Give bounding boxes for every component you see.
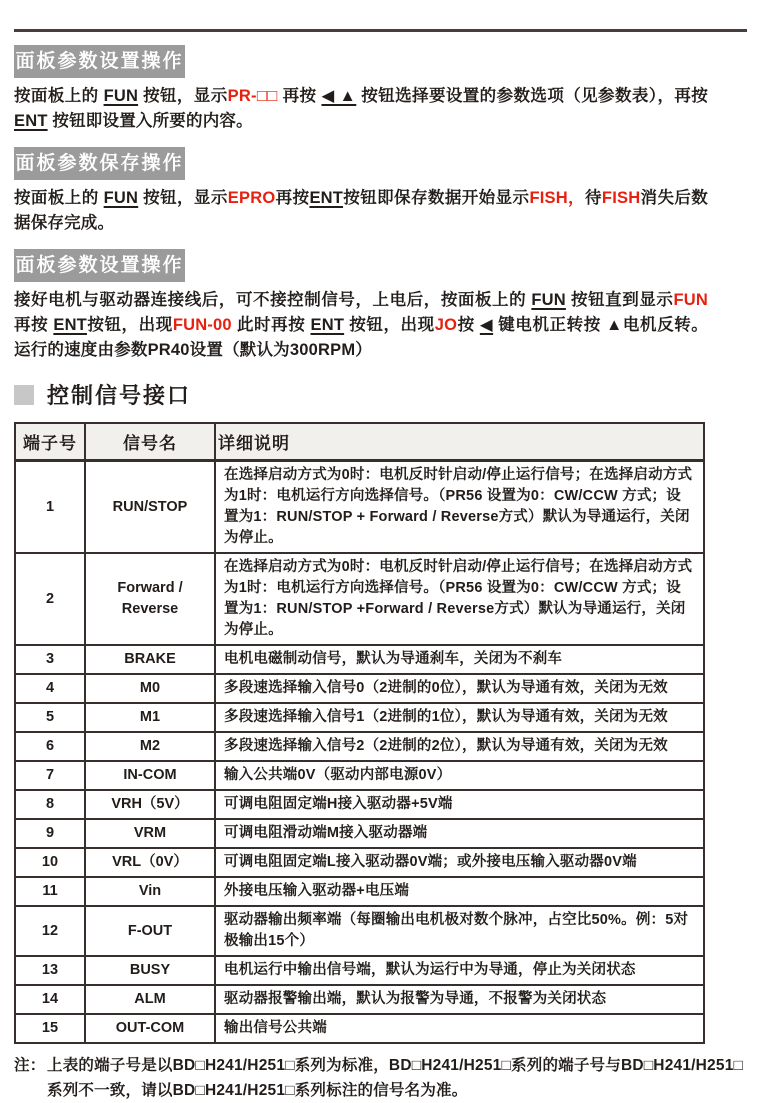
text-segment: 按钮，出现	[344, 316, 435, 334]
description-cell: 多段速选择输入信号0（2进制的0位），默认为导通有效，关闭为无效	[215, 674, 704, 703]
text-segment-red: PR-□□	[227, 87, 278, 105]
control-signal-table	[14, 422, 705, 1044]
table-row	[15, 703, 704, 732]
table-row	[15, 848, 704, 877]
section-panel-parameter-save	[14, 147, 747, 236]
footnote-text: 上表的端子号是以BD□H241/H251□系列为标准，BD□H241/H251□系列的端子号与BD□H241/H251□系列不一致，请以BD□H241/H251□系列标注的信号名为准。	[47, 1057, 744, 1099]
signal-name-cell: BRAKE	[85, 645, 215, 674]
description-cell: 可调电阻固定端L接入驱动器0V端；或外接电压输入驱动器0V端	[215, 848, 704, 877]
text-segment: 按面板上的	[14, 87, 104, 105]
signal-name-cell: VRM	[85, 819, 215, 848]
text-segment: 再按	[14, 316, 54, 334]
text-segment: 按钮即保存数据开始显示	[343, 189, 530, 207]
text-segment: 按钮，出现	[86, 316, 173, 334]
text-segment: 按钮直到显示	[565, 291, 674, 309]
section-badge: 面板参数设置操作	[14, 45, 185, 78]
table-row	[15, 461, 704, 554]
text-segment-red: FUN-00	[172, 316, 232, 334]
text-segment-u: ENT	[309, 189, 344, 207]
signal-name-cell: Forward / Reverse	[85, 553, 215, 645]
table-header	[15, 423, 704, 461]
table-row	[15, 790, 704, 819]
description-cell: 电机电磁制动信号，默认为导通刹车，关闭为不刹车	[215, 645, 704, 674]
text-segment: 待	[584, 189, 602, 207]
description-cell: 可调电阻固定端H接入驱动器+5V端	[215, 790, 704, 819]
page-top-rule	[14, 29, 747, 32]
text-segment: 再按	[275, 189, 310, 207]
text-segment-u: ENT	[53, 316, 87, 334]
description-cell: 外接电压输入驱动器+电压端	[215, 877, 704, 906]
footnote-label: 注：	[14, 1057, 46, 1074]
terminal-number-cell: 10	[15, 848, 85, 877]
terminal-number-cell: 4	[15, 674, 85, 703]
section-paragraph	[14, 84, 708, 134]
table-body	[15, 461, 704, 1044]
text-segment-u: ENT	[14, 112, 48, 130]
description-cell: 驱动器报警输出端，默认为报警为导通，不报警为关闭状态	[215, 985, 704, 1014]
terminal-number-cell: 2	[15, 553, 85, 645]
section-panel-parameter-setting	[14, 45, 747, 134]
text-segment-u: FUN	[103, 87, 139, 105]
text-segment: 消失后数据保存完成。	[14, 189, 709, 232]
table-row	[15, 761, 704, 790]
table-row	[15, 645, 704, 674]
terminal-number-cell: 12	[15, 906, 85, 956]
section-paragraph	[14, 186, 708, 236]
control-signal-interface-heading	[14, 379, 747, 410]
text-segment-red: EPRO	[227, 189, 276, 207]
table-row	[15, 732, 704, 761]
signal-name-cell: Vin	[85, 877, 215, 906]
description-cell: 在选择启动方式为0时：电机反时针启动/停止运行信号；在选择启动方式为1时：电机运行方向选择信号。（PR56 设置为0：CW/CCW 方式；设置为1：RUN/STOP + Forward / Reverse方式）默认为导通运行，关闭为停止。	[215, 461, 704, 554]
terminal-number-cell: 9	[15, 819, 85, 848]
signal-name-cell: M2	[85, 732, 215, 761]
signal-name-cell: IN-COM	[85, 761, 215, 790]
signal-name-cell: VRH（5V）	[85, 790, 215, 819]
description-cell: 多段速选择输入信号2（2进制的2位），默认为导通有效，关闭为无效	[215, 732, 704, 761]
description-cell: 在选择启动方式为0时：电机反时针启动/停止运行信号；在选择启动方式为1时：电机运行方向选择信号。（PR56 设置为0：CW/CCW 方式；设置为1：RUN/STOP +Forward / Reverse方式）默认为导通运行，关闭为停止。	[215, 553, 704, 645]
signal-name-cell: M1	[85, 703, 215, 732]
table-row	[15, 877, 704, 906]
table-row	[15, 1014, 704, 1043]
text-segment-u: ◀	[479, 316, 494, 334]
section-panel-jog-operation	[14, 249, 747, 363]
footnote	[14, 1053, 747, 1103]
table-row	[15, 956, 704, 985]
signal-name-cell: ALM	[85, 985, 215, 1014]
text-segment: 按	[457, 316, 480, 334]
description-cell: 输出信号公共端	[215, 1014, 704, 1043]
text-segment: 此时再按	[231, 316, 311, 334]
header-terminal-number: 端子号	[15, 423, 85, 461]
table-row	[15, 553, 704, 645]
signal-name-cell: OUT-COM	[85, 1014, 215, 1043]
description-cell: 可调电阻滑动端M接入驱动器端	[215, 819, 704, 848]
description-cell: 多段速选择输入信号1（2进制的1位），默认为导通有效，关闭为无效	[215, 703, 704, 732]
terminal-number-cell: 3	[15, 645, 85, 674]
description-cell: 输入公共端0V（驱动内部电源0V）	[215, 761, 704, 790]
table-row	[15, 985, 704, 1014]
signal-name-cell: M0	[85, 674, 215, 703]
header-signal-name: 信号名	[85, 423, 215, 461]
section-paragraph	[14, 288, 708, 363]
description-cell: 电机运行中输出信号端，默认为运行中为导通，停止为关闭状态	[215, 956, 704, 985]
text-segment-red: JO	[434, 316, 458, 334]
text-segment: 按面板上的	[14, 189, 104, 207]
text-segment: 接好电机与驱动器连接线后，可不接控制信号，上电后，按面板上的	[14, 291, 532, 309]
table-row	[15, 906, 704, 956]
section-badge: 面板参数保存操作	[14, 147, 185, 180]
table-row	[15, 674, 704, 703]
section-bullet-square-icon	[14, 385, 34, 405]
section-badge: 面板参数设置操作	[14, 249, 185, 282]
text-segment: 按钮，显示	[138, 189, 228, 207]
terminal-number-cell: 6	[15, 732, 85, 761]
terminal-number-cell: 8	[15, 790, 85, 819]
text-segment: 按钮即设置入所要的内容。	[47, 112, 253, 130]
text-segment: 再按	[277, 87, 322, 105]
terminal-number-cell: 11	[15, 877, 85, 906]
text-segment-u: FUN	[531, 291, 566, 309]
table-row	[15, 819, 704, 848]
description-cell: 驱动器输出频率端（每圈输出电机极对数个脉冲，占空比50%。例：5对极输出15个）	[215, 906, 704, 956]
signal-name-cell: RUN/STOP	[85, 461, 215, 554]
signal-name-cell: F-OUT	[85, 906, 215, 956]
section-title: 控制信号接口	[47, 383, 192, 408]
terminal-number-cell: 7	[15, 761, 85, 790]
terminal-number-cell: 15	[15, 1014, 85, 1043]
terminal-number-cell: 13	[15, 956, 85, 985]
table-header-row	[15, 423, 704, 461]
text-segment-red: FUN	[673, 291, 708, 309]
text-segment-u: ◀ ▲	[321, 87, 357, 105]
text-segment: 键电机正转按 ▲电机反转。运行的速度由参数PR40设置（默认为300RPM）	[14, 316, 708, 359]
text-segment-u: FUN	[103, 189, 139, 207]
text-segment: 按钮，显示	[138, 87, 228, 105]
text-segment: 按钮选择要设置的参数选项（见参数表），再按	[356, 87, 708, 105]
signal-name-cell: VRL（0V）	[85, 848, 215, 877]
signal-name-cell: BUSY	[85, 956, 215, 985]
manual-page	[0, 29, 761, 1103]
text-segment-red: FISH，	[529, 189, 585, 207]
terminal-number-cell: 1	[15, 461, 85, 554]
text-segment-red: FISH	[601, 189, 641, 207]
header-description: 详细说明	[215, 423, 704, 461]
terminal-number-cell: 5	[15, 703, 85, 732]
text-segment-u: ENT	[310, 316, 345, 334]
terminal-number-cell: 14	[15, 985, 85, 1014]
